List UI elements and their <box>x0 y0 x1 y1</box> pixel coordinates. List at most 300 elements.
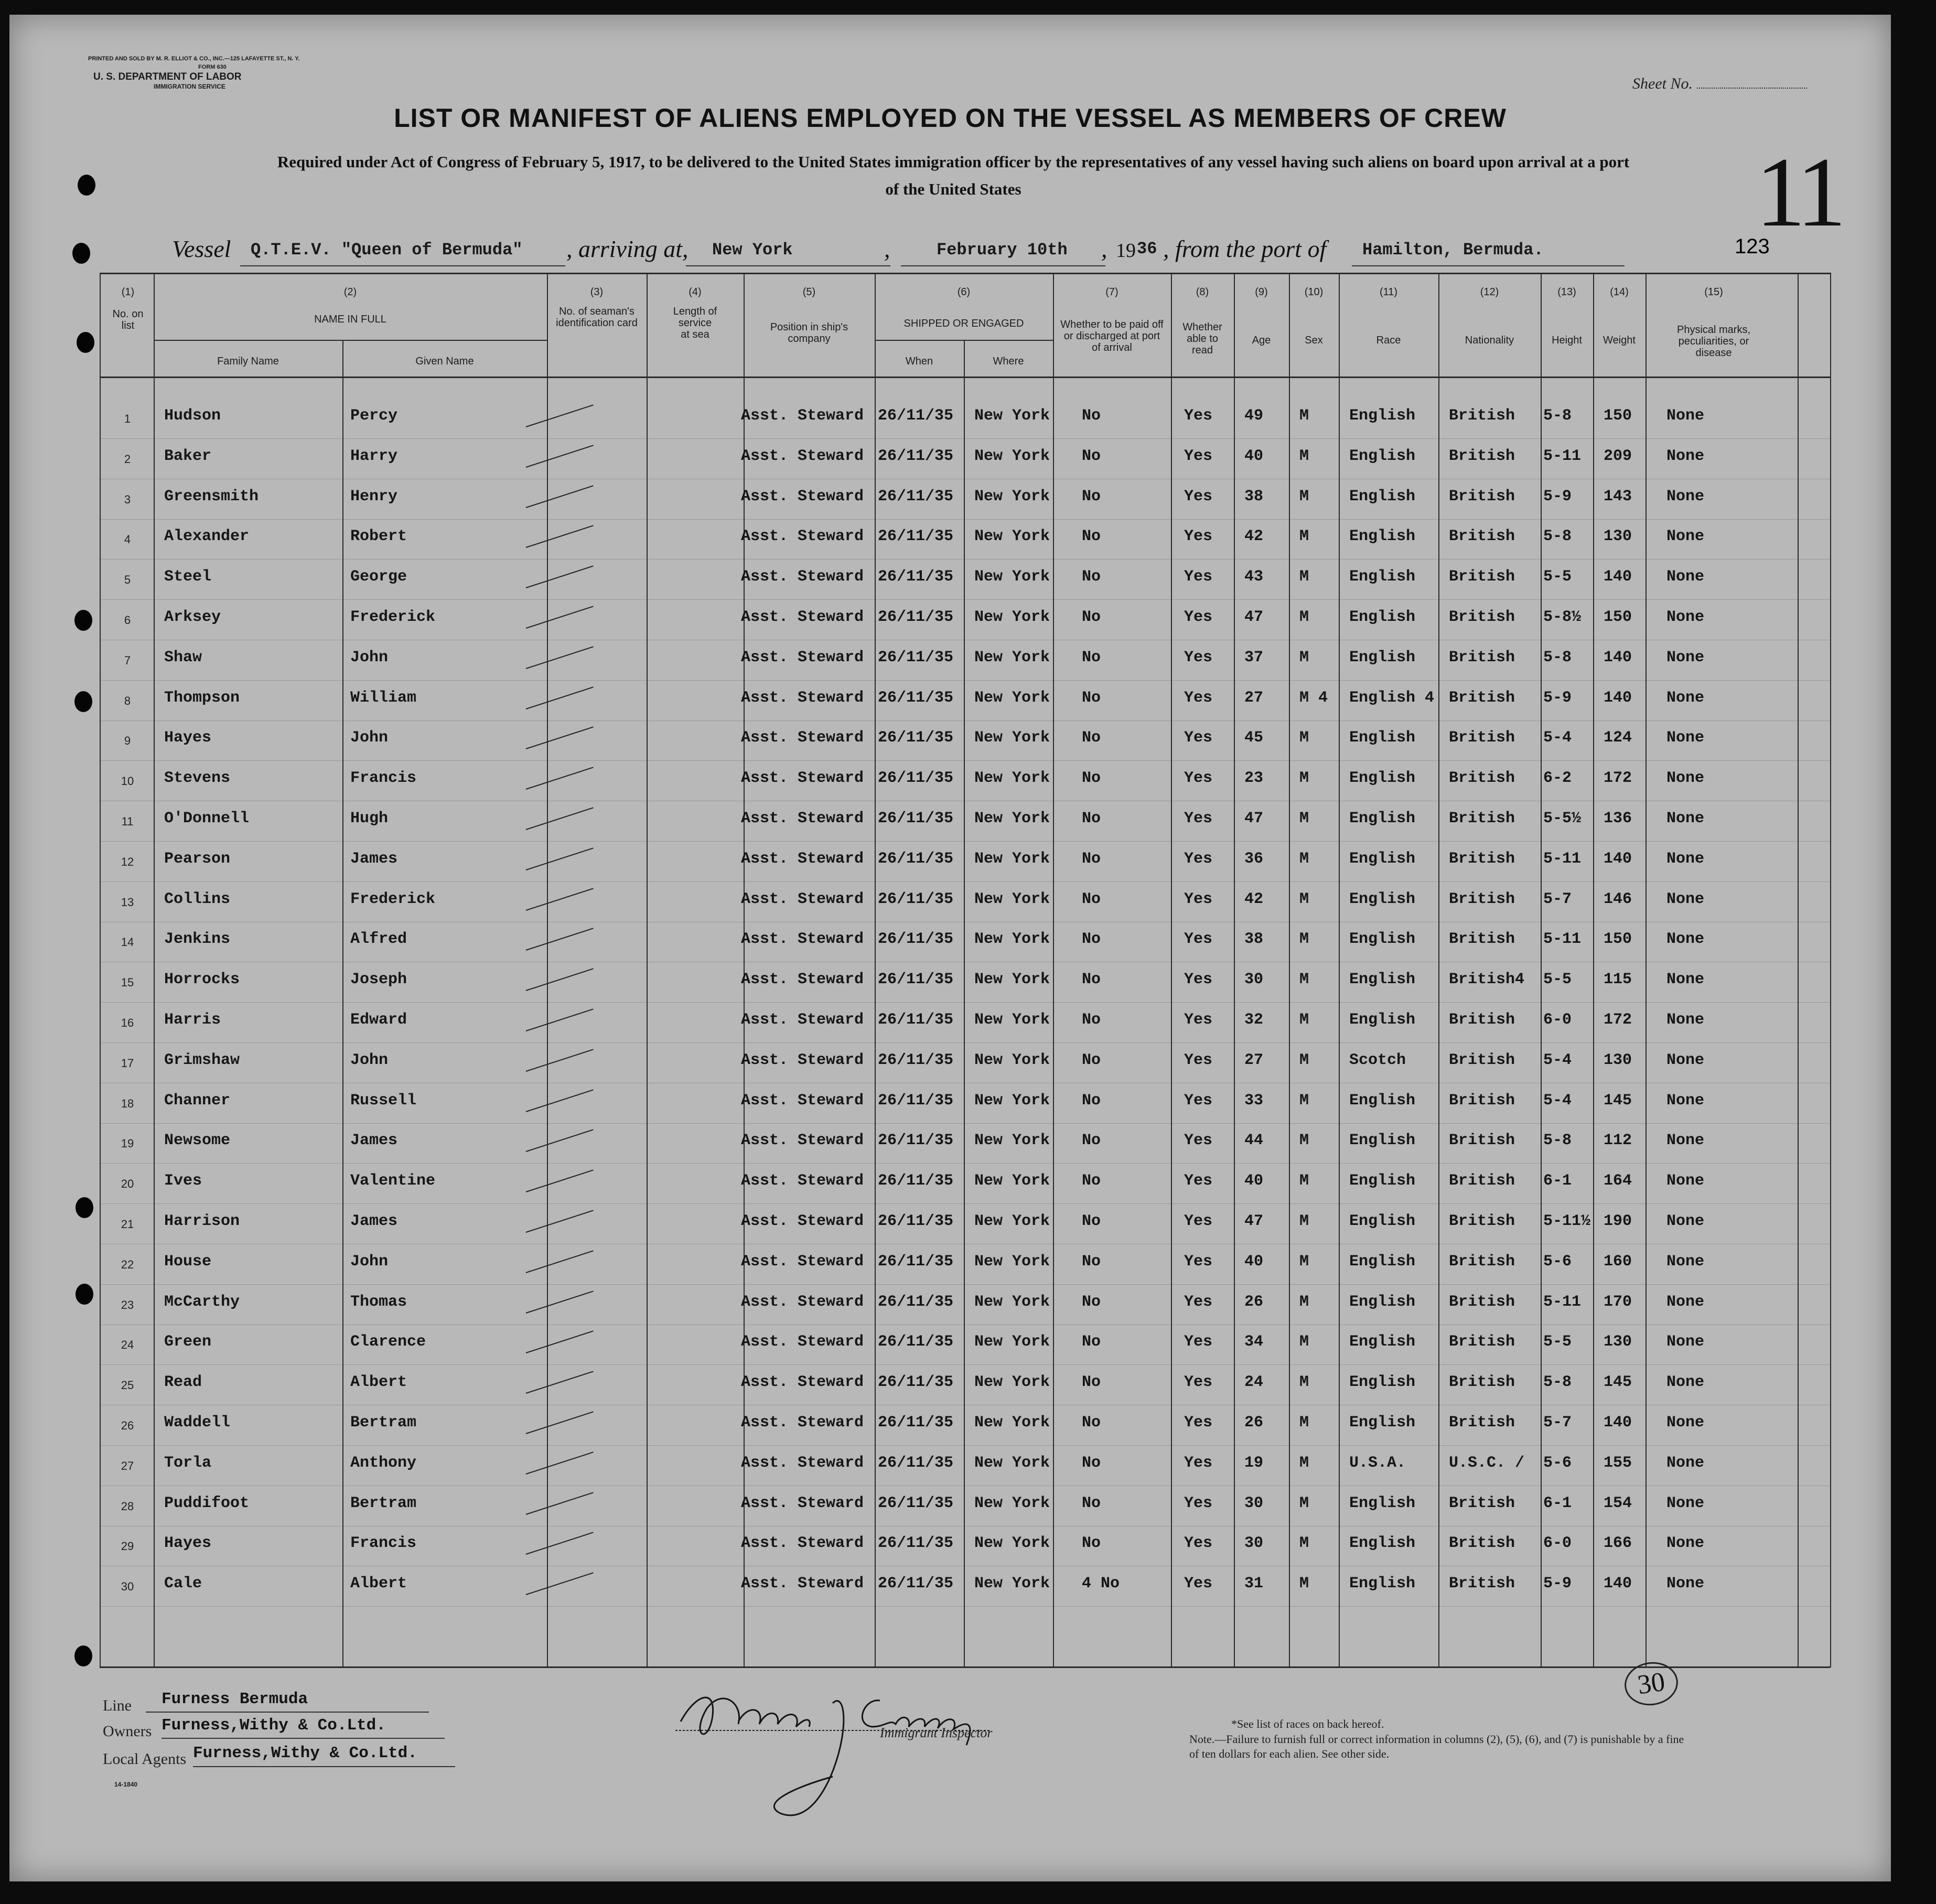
cell-age: 47 <box>1244 608 1264 626</box>
cell-position: Asst. Steward <box>741 568 864 586</box>
cell-age: 30 <box>1244 971 1264 988</box>
cell-paid: No <box>1082 729 1101 747</box>
cell-marks: None <box>1666 1253 1705 1271</box>
cell-sex: M <box>1299 1212 1309 1230</box>
cell-age: 45 <box>1244 729 1264 747</box>
cell-marks: None <box>1666 528 1705 545</box>
cell-position: Asst. Steward <box>741 971 864 988</box>
inspector-signature <box>675 1672 1011 1829</box>
arrival-date: February 10th <box>937 240 1068 260</box>
cell-weight: 140 <box>1604 568 1632 586</box>
from-port-line <box>1352 265 1625 266</box>
cell-nat: British <box>1449 930 1515 948</box>
line-value-line <box>146 1712 429 1713</box>
cell-where: New York <box>974 1092 1050 1110</box>
cell-read: Yes <box>1184 729 1213 747</box>
cell-age: 40 <box>1244 447 1264 465</box>
cell-marks: None <box>1666 1293 1705 1311</box>
cell-height: 5-11½ <box>1543 1212 1591 1230</box>
cell-paid: No <box>1082 488 1101 505</box>
col5-header: Position in ship's company <box>770 321 848 345</box>
cell-position: Asst. Steward <box>741 1293 864 1311</box>
table-top-rule <box>100 273 1830 274</box>
arrival-date-line <box>901 265 1105 266</box>
column-rule <box>154 273 155 1668</box>
cell-weight: 164 <box>1604 1172 1632 1190</box>
cell-marks: None <box>1666 447 1705 465</box>
cell-race: English <box>1349 447 1416 465</box>
cell-family: Hayes <box>164 1534 212 1552</box>
cell-paid: No <box>1082 1414 1101 1432</box>
cell-sex: M <box>1299 608 1309 626</box>
vessel-name: Q.T.E.V. "Queen of Bermuda" <box>251 240 523 260</box>
check-mark-stroke <box>526 968 594 991</box>
agents-value: Furness,Withy & Co.Ltd. <box>193 1744 417 1762</box>
cell-age: 38 <box>1244 930 1264 948</box>
cell-nat: British <box>1449 528 1515 545</box>
cell-race: English <box>1349 528 1416 545</box>
cell-nat: British <box>1449 568 1515 586</box>
cell-height: 5-11 <box>1543 850 1582 868</box>
cell-race: English <box>1349 1132 1416 1149</box>
cell-race: English <box>1349 1373 1416 1391</box>
cell-position: Asst. Steward <box>741 890 864 908</box>
footer-form-code: 14-1840 <box>114 1781 138 1788</box>
cell-nat: British <box>1449 1575 1515 1593</box>
cell-family: Ives <box>164 1172 202 1190</box>
cell-sex: M <box>1299 1534 1309 1552</box>
column-rule <box>342 340 343 1668</box>
row-number: 21 <box>121 1218 134 1231</box>
row-number: 30 <box>121 1580 134 1593</box>
cell-marks: None <box>1666 1575 1705 1593</box>
cell-weight: 112 <box>1604 1132 1632 1149</box>
cell-height: 5-6 <box>1543 1253 1572 1271</box>
cell-where: New York <box>974 1333 1050 1351</box>
cell-marks: None <box>1666 1534 1705 1552</box>
cell-read: Yes <box>1184 890 1213 908</box>
from-port: Hamilton, Bermuda. <box>1362 240 1544 260</box>
cell-family: Torla <box>164 1454 212 1472</box>
cell-sex: M <box>1299 528 1309 545</box>
col13-num: (13) <box>1557 286 1576 298</box>
cell-given: Clarence <box>350 1333 426 1351</box>
cell-sex: M <box>1299 810 1309 827</box>
cell-family: Steel <box>164 568 212 586</box>
column-rule <box>875 273 876 1668</box>
cell-race: English <box>1349 1092 1416 1110</box>
cell-position: Asst. Steward <box>741 850 864 868</box>
cell-nat: British <box>1449 488 1515 505</box>
cell-given: Harry <box>350 447 398 465</box>
cell-age: 36 <box>1244 850 1264 868</box>
cell-marks: None <box>1666 769 1705 787</box>
cell-when: 26/11/35 <box>878 890 954 908</box>
check-mark-stroke <box>526 888 594 911</box>
row-rule <box>100 680 1830 681</box>
cell-family: Jenkins <box>164 930 231 948</box>
inspector-label: Immigrant Inspector <box>880 1725 993 1740</box>
cell-sex: M <box>1299 1414 1309 1432</box>
cell-nat: British <box>1449 608 1515 626</box>
check-mark-stroke <box>526 1290 594 1314</box>
cell-race: English <box>1349 1212 1416 1230</box>
cell-given: Edward <box>350 1011 407 1029</box>
cell-position: Asst. Steward <box>741 528 864 545</box>
col11-header: Race <box>1376 335 1401 346</box>
check-mark-stroke <box>526 404 594 427</box>
cell-sex: M <box>1299 568 1309 586</box>
cell-read: Yes <box>1184 769 1213 787</box>
col10-num: (10) <box>1304 286 1324 298</box>
cell-paid: No <box>1082 1454 1101 1472</box>
cell-age: 40 <box>1244 1253 1264 1271</box>
cell-given: Henry <box>350 488 398 505</box>
cell-position: Asst. Steward <box>741 810 864 827</box>
cell-given: Frederick <box>350 890 436 908</box>
cell-when: 26/11/35 <box>878 407 954 425</box>
cell-race: Scotch <box>1349 1051 1406 1069</box>
column-rule <box>1234 273 1235 1668</box>
agents-value-line <box>193 1766 455 1767</box>
cell-age: 47 <box>1244 810 1264 827</box>
cell-when: 26/11/35 <box>878 608 954 626</box>
cell-read: Yes <box>1184 1333 1213 1351</box>
cell-age: 19 <box>1244 1454 1264 1472</box>
cell-age: 43 <box>1244 568 1264 586</box>
cell-race: English <box>1349 608 1416 626</box>
from-port-label: , from the port of <box>1163 235 1327 262</box>
col15-header: Physical marks, peculiarities, or disease <box>1676 324 1751 359</box>
cell-position: Asst. Steward <box>741 1333 864 1351</box>
cell-when: 26/11/35 <box>878 971 954 988</box>
cell-position: Asst. Steward <box>741 1534 864 1552</box>
line-label: Line <box>103 1697 132 1714</box>
cell-position: Asst. Steward <box>741 1575 864 1593</box>
row-number: 15 <box>121 976 134 989</box>
column-rule <box>1593 273 1594 1668</box>
cell-marks: None <box>1666 1414 1705 1432</box>
cell-marks: None <box>1666 1172 1705 1190</box>
cell-position: Asst. Steward <box>741 447 864 465</box>
cell-weight: 172 <box>1604 769 1632 787</box>
service: IMMIGRATION SERVICE <box>154 83 225 90</box>
cell-position: Asst. Steward <box>741 1172 864 1190</box>
cell-given: Albert <box>350 1575 407 1593</box>
cell-nat: British <box>1449 1092 1515 1110</box>
row-rule <box>100 1203 1830 1204</box>
cell-where: New York <box>974 1494 1050 1512</box>
cell-weight: 150 <box>1604 407 1632 425</box>
cell-sex: M <box>1299 1092 1309 1110</box>
col2-num: (2) <box>343 286 357 298</box>
cell-height: 5-5 <box>1543 1333 1572 1351</box>
col2-header: NAME IN FULL <box>314 314 386 325</box>
col2a-header: Family Name <box>217 356 279 367</box>
cell-given: Joseph <box>350 971 407 988</box>
check-mark-stroke <box>526 726 594 749</box>
cell-family: Channer <box>164 1092 231 1110</box>
row-number: 26 <box>121 1419 134 1432</box>
cell-weight: 166 <box>1604 1534 1632 1552</box>
cell-age: 32 <box>1244 1011 1264 1029</box>
cell-where: New York <box>974 930 1050 948</box>
cell-read: Yes <box>1184 1293 1213 1311</box>
cell-race: English 4 <box>1349 689 1435 707</box>
row-rule <box>100 841 1830 842</box>
row-number: 19 <box>121 1137 134 1150</box>
check-mark-stroke <box>526 1008 594 1031</box>
cell-family: House <box>164 1253 212 1271</box>
cell-marks: None <box>1666 488 1705 505</box>
row-number: 11 <box>121 815 134 828</box>
cell-paid: No <box>1082 1333 1101 1351</box>
col2b-header: Given Name <box>415 356 474 367</box>
cell-weight: 190 <box>1604 1212 1632 1230</box>
arriving-label: , arriving at, <box>566 235 689 262</box>
check-mark-stroke <box>526 565 594 588</box>
row-number: 1 <box>124 412 131 425</box>
cell-sex: M <box>1299 407 1309 425</box>
cell-where: New York <box>974 1575 1050 1593</box>
cell-read: Yes <box>1184 689 1213 707</box>
row-number: 28 <box>121 1500 134 1513</box>
cell-where: New York <box>974 1172 1050 1190</box>
penalty-note: Note.—Failure to furnish full or correct information in columns (2), (5), (6), and (7) is punishable by a fine of ten dollars for each alien. See other side. <box>1189 1733 1684 1760</box>
col1-num: (1) <box>121 286 135 298</box>
row-number: 17 <box>121 1057 134 1070</box>
cell-family: Arksey <box>164 608 221 626</box>
stamp-number: 123 <box>1735 235 1770 258</box>
cell-marks: None <box>1666 1494 1705 1512</box>
row-number: 13 <box>121 896 134 909</box>
table-left-rule <box>100 273 101 1668</box>
check-mark-stroke <box>526 1210 594 1233</box>
cell-when: 26/11/35 <box>878 810 954 827</box>
binder-hole <box>77 332 94 353</box>
cell-where: New York <box>974 689 1050 707</box>
cell-nat: British <box>1449 1172 1515 1190</box>
subtitle-line-1: Required under Act of Congress of February 5, 1917, to be delivered to the United States immigration officer by the representatives of any vessel having such aliens on board upon arrival at a port <box>277 153 1630 171</box>
cell-paid: No <box>1082 930 1101 948</box>
arriving-port-line <box>686 265 890 266</box>
cell-weight: 160 <box>1604 1253 1632 1271</box>
col11-num: (11) <box>1379 286 1398 298</box>
row-rule <box>100 1445 1830 1446</box>
row-rule <box>100 438 1830 439</box>
cell-age: 37 <box>1244 649 1264 666</box>
column-rule <box>1541 273 1542 1668</box>
cell-age: 30 <box>1244 1494 1264 1512</box>
cell-paid: No <box>1082 1212 1101 1230</box>
row-number: 12 <box>121 855 134 868</box>
cell-height: 5-6 <box>1543 1454 1572 1472</box>
year-prefix: 19 <box>1116 240 1136 262</box>
cell-paid: No <box>1082 1494 1101 1512</box>
cell-position: Asst. Steward <box>741 1092 864 1110</box>
cell-age: 23 <box>1244 769 1264 787</box>
cell-race: English <box>1349 1414 1416 1432</box>
col15-num: (15) <box>1704 286 1723 298</box>
cell-position: Asst. Steward <box>741 1373 864 1391</box>
cell-weight: 140 <box>1604 1414 1632 1432</box>
cell-position: Asst. Steward <box>741 769 864 787</box>
cell-given: James <box>350 1132 398 1149</box>
cell-when: 26/11/35 <box>878 568 954 586</box>
cell-height: 5-5 <box>1543 971 1572 988</box>
cell-family: Greensmith <box>164 488 259 505</box>
sheet-number-field <box>1632 75 1807 93</box>
cell-paid: No <box>1082 1011 1101 1029</box>
cell-family: Thompson <box>164 689 240 707</box>
cell-given: William <box>350 689 417 707</box>
cell-height: 5-4 <box>1543 1051 1572 1069</box>
cell-height: 5-8 <box>1543 1132 1572 1149</box>
cell-paid: No <box>1082 1172 1101 1190</box>
cell-paid: No <box>1082 1092 1101 1110</box>
cell-race: English <box>1349 1253 1416 1271</box>
cell-height: 5-5½ <box>1543 810 1582 827</box>
cell-read: Yes <box>1184 1534 1213 1552</box>
cell-race: English <box>1349 930 1416 948</box>
cell-nat: British <box>1449 1293 1515 1311</box>
cell-given: Bertram <box>350 1494 417 1512</box>
cell-paid: No <box>1082 971 1101 988</box>
cell-race: English <box>1349 1575 1416 1593</box>
cell-height: 5-5 <box>1543 568 1572 586</box>
binder-hole <box>74 1645 92 1666</box>
cell-given: Albert <box>350 1373 407 1391</box>
cell-nat: British <box>1449 850 1515 868</box>
owners-value: Furness,Withy & Co.Ltd. <box>162 1716 386 1735</box>
cell-when: 26/11/35 <box>878 769 954 787</box>
row-rule <box>100 1364 1830 1365</box>
cell-weight: 136 <box>1604 810 1632 827</box>
cell-height: 6-0 <box>1543 1534 1572 1552</box>
cell-age: 47 <box>1244 1212 1264 1230</box>
cell-family: Read <box>164 1373 202 1391</box>
check-mark-stroke <box>526 1129 594 1152</box>
cell-race: English <box>1349 649 1416 666</box>
check-mark-stroke <box>526 525 594 548</box>
check-mark-stroke <box>526 1169 594 1192</box>
row-rule <box>100 1606 1830 1607</box>
cell-weight: 124 <box>1604 729 1632 747</box>
row-number: 14 <box>121 935 134 949</box>
cell-family: Hayes <box>164 729 212 747</box>
check-mark-stroke <box>526 646 594 669</box>
cell-race: English <box>1349 890 1416 908</box>
cell-weight: 170 <box>1604 1293 1632 1311</box>
cell-when: 26/11/35 <box>878 1051 954 1069</box>
cell-height: 5-11 <box>1543 1293 1582 1311</box>
cell-weight: 143 <box>1604 488 1632 505</box>
cell-paid: No <box>1082 1373 1101 1391</box>
cell-where: New York <box>974 850 1050 868</box>
row-number: 4 <box>124 533 131 546</box>
col14-header: Weight <box>1603 335 1636 346</box>
cell-weight: 140 <box>1604 689 1632 707</box>
cell-where: New York <box>974 1373 1050 1391</box>
cell-where: New York <box>974 447 1050 465</box>
cell-read: Yes <box>1184 1373 1213 1391</box>
cell-sex: M <box>1299 1011 1309 1029</box>
cell-marks: None <box>1666 689 1705 707</box>
cell-paid: No <box>1082 1534 1101 1552</box>
cell-given: Robert <box>350 528 407 545</box>
line-value: Furness Bermuda <box>162 1690 308 1708</box>
cell-paid: 4 No <box>1082 1575 1120 1593</box>
cell-sex: M <box>1299 1172 1309 1190</box>
column-rule <box>1798 273 1799 1668</box>
cell-read: Yes <box>1184 649 1213 666</box>
cell-when: 26/11/35 <box>878 1011 954 1029</box>
binder-hole <box>74 691 92 712</box>
cell-marks: None <box>1666 568 1705 586</box>
cell-race: English <box>1349 810 1416 827</box>
row-number: 7 <box>124 654 131 667</box>
cell-when: 26/11/35 <box>878 729 954 747</box>
cell-race: English <box>1349 488 1416 505</box>
cell-given: Frederick <box>350 608 436 626</box>
row-number: 5 <box>124 573 131 586</box>
row-rule <box>100 760 1830 761</box>
col9-header: Age <box>1252 335 1271 346</box>
cell-weight: 145 <box>1604 1373 1632 1391</box>
cell-height: 5-7 <box>1543 1414 1572 1432</box>
binder-hole <box>74 610 92 631</box>
cell-read: Yes <box>1184 850 1213 868</box>
cell-given: George <box>350 568 407 586</box>
check-mark-stroke <box>526 1411 594 1434</box>
col7-header: Whether to be paid off or discharged at port of arrival <box>1060 319 1164 353</box>
cell-marks: None <box>1666 810 1705 827</box>
cell-read: Yes <box>1184 1092 1213 1110</box>
cell-nat: British <box>1449 407 1515 425</box>
cell-when: 26/11/35 <box>878 1212 954 1230</box>
cell-sex: M 4 <box>1299 689 1328 707</box>
cell-paid: No <box>1082 447 1101 465</box>
cell-sex: M <box>1299 890 1309 908</box>
cell-marks: None <box>1666 1212 1705 1230</box>
row-rule <box>100 1002 1830 1003</box>
cell-family: Harris <box>164 1011 221 1029</box>
cell-nat: British <box>1449 1011 1515 1029</box>
cell-sex: M <box>1299 850 1309 868</box>
check-mark-stroke <box>526 1089 594 1112</box>
cell-position: Asst. Steward <box>741 1212 864 1230</box>
cell-family: Stevens <box>164 769 231 787</box>
col6a-header: When <box>905 356 933 367</box>
row-number: 24 <box>121 1338 134 1351</box>
cell-read: Yes <box>1184 1414 1213 1432</box>
cell-race: English <box>1349 1534 1416 1552</box>
col4-num: (4) <box>689 286 702 298</box>
cell-marks: None <box>1666 649 1705 666</box>
col6-header: SHIPPED OR ENGAGED <box>904 318 1024 329</box>
cell-when: 26/11/35 <box>878 689 954 707</box>
cell-age: 26 <box>1244 1414 1264 1432</box>
arriving-port: New York <box>712 240 793 260</box>
cell-when: 26/11/35 <box>878 528 954 545</box>
cell-age: 40 <box>1244 1172 1264 1190</box>
cell-when: 26/11/35 <box>878 1132 954 1149</box>
cell-nat: British <box>1449 1373 1515 1391</box>
cell-family: Grimshaw <box>164 1051 240 1069</box>
cell-race: English <box>1349 1011 1416 1029</box>
cell-position: Asst. Steward <box>741 729 864 747</box>
check-mark-stroke <box>526 807 594 830</box>
